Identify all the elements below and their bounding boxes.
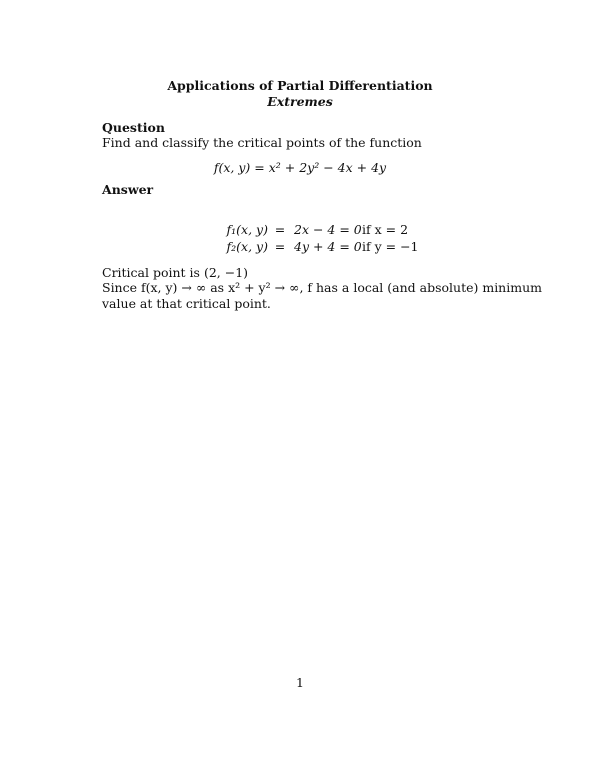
derivative-equals: = [274,239,286,254]
page-number: 1 [296,675,304,690]
derivative-lhs: f₂(x, y) [226,239,268,254]
derivative-row [0,239,600,255]
derivative-row [0,222,600,238]
critical-point-text: Critical point is (2, −1) [102,265,249,280]
question-heading: Question [102,120,165,135]
document-subtitle: Extremes [267,94,333,109]
conclusion-line-1: Since f(x, y) → ∞ as x² + y² → ∞, f has a local (and absolute) minimum [102,280,542,295]
derivative-condition: if y = −1 [362,239,419,254]
conclusion-line-2: value at that critical point. [102,296,271,311]
derivative-equals: = [274,222,286,237]
answer-heading: Answer [102,182,154,197]
question-text: Find and classify the critical points of the function [102,135,422,150]
function-equation: f(x, y) = x² + 2y² − 4x + 4y [213,160,387,175]
derivative-rhs: 4y + 4 = 0 [294,239,362,254]
derivative-condition: if x = 2 [362,222,409,237]
derivative-rhs: 2x − 4 = 0 [294,222,362,237]
derivative-lhs: f₁(x, y) [226,222,268,237]
document-title: Applications of Partial Differentiation [167,78,433,93]
